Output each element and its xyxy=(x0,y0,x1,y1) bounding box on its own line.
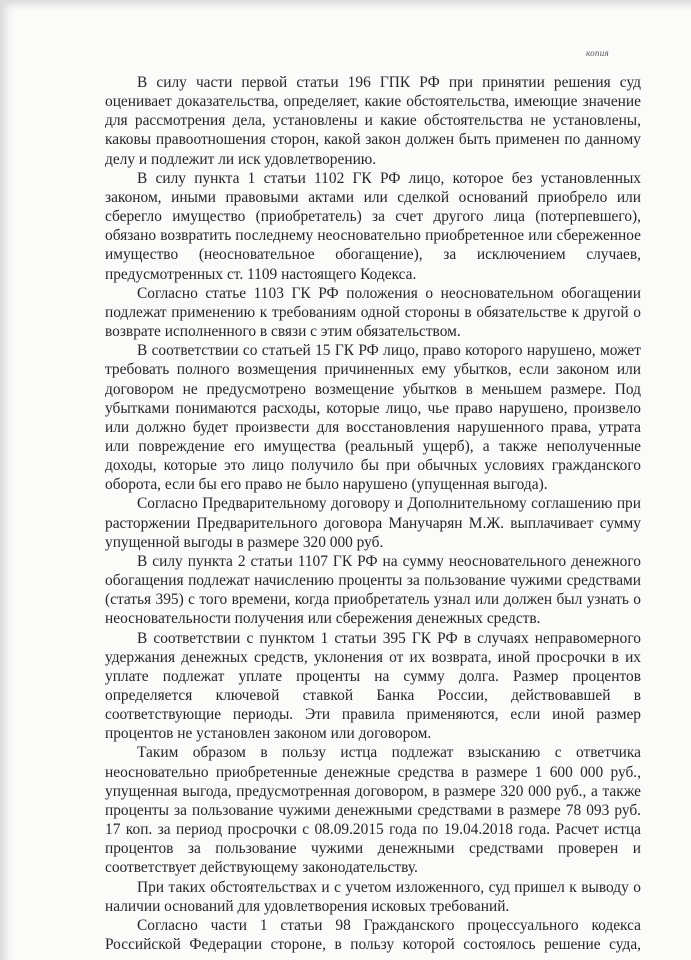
paragraph-2: В силу пункта 1 статьи 1102 ГК РФ лицо, которое без установленных законом, иными правовыми актами или сделкой оснований приобрело или сберегло имущество (приобретатель) за счет другого лица (потерпевшего), обязано возвратить последнему неосновательно приобретенное или сбереженное имущество (неосновательное обогащение), за исключением случаев, предусмотренных ст. 1109 настоящего Кодекса. xyxy=(105,169,641,283)
paragraph-3: Согласно статье 1103 ГК РФ положения о неосновательном обогащении подлежат применению к требованиям одной стороны в обязательстве к другой о возврате исполненного в связи с этим обязательством. xyxy=(105,284,641,341)
page-edge-shadow xyxy=(0,0,14,960)
paragraph-1: В силу части первой статьи 196 ГПК РФ при принятии решения суд оценивает доказательства, определяет, какие обстоятельства, имеющие значение для рассмотрения дела, установлены и какие обстоятельства не установлены, каковы правоотношения сторон, какой закон должен быть применен по данному делу и подлежит ли иск удовлетворению. xyxy=(105,74,641,168)
paragraph-8: Таким образом в пользу истца подлежат взысканию с ответчика неосновательно приобретенные денежные средства в размере 1 600 000 руб., упущенная выгода, предусмотренная договором, в размере 320 000 руб., а также проценты за пользование чужими денежными средствами в размере 78 093 руб. 17 коп. за период просрочки с 08.09.2015 года по 19.04.2018 года. Расчет истца процентов за пользование чужими денежными средствами проверен и соответствует действующему законодательству. xyxy=(105,744,641,877)
page-top-shadow xyxy=(0,0,691,10)
paragraph-7: В соответствии с пунктом 1 статьи 395 ГК РФ в случаях неправомерного удержания денежных средств, уклонения от их возврата, иной просрочки в их уплате подлежат уплате проценты на сумму долга. Размер процентов определяется ключевой ставкой Банка России, действовавшей в соответствующие периоды. Эти правила применяются, если иной размер процентов не установлен законом или договором. xyxy=(105,629,641,743)
paragraph-10: Согласно части 1 статьи 98 Гражданского процессуального кодекса Российской Федерации стороне, в пользу которой состоялось решение суда, xyxy=(105,916,641,954)
paragraph-6: В силу пункта 2 статьи 1107 ГК РФ на сумму неосновательного денежного обогащения подлежат начислению проценты за пользование чужими средствами (статья 395) с того времени, когда приобретатель узнал или должен был узнать о неосновательности получения или сбережения денежных средств. xyxy=(105,552,641,628)
paragraph-9: При таких обстоятельствах и с учетом изложенного, суд пришел к выводу о наличии оснований для удовлетворения исковых требований. xyxy=(105,878,641,915)
copy-stamp: копия xyxy=(585,48,609,58)
paragraph-5: Согласно Предварительному договору и Дополнительному соглашению при расторжении Предварительного договора Манучарян М.Ж. выплачивает сумму упущенной выгоды в размере 320 000 руб. xyxy=(105,495,641,551)
paragraph-4: В соответствии со статьей 15 ГК РФ лицо, право которого нарушено, может требовать полного возмещения причиненных ему убытков, если законом или договором не предусмотрено возмещение убытков в меньшем размере. Под убытками понимаются расходы, которые лицо, чье право нарушено, произвело или должно будет произвести для восстановления нарушенного права, утрата или повреждение его имущества (реальный ущерб), а также неполученные доходы, которые это лицо получило бы при обычных условиях гражданского оборота, если бы его право не было нарушено (упущенная выгода). xyxy=(105,342,641,494)
document-body xyxy=(105,73,641,954)
